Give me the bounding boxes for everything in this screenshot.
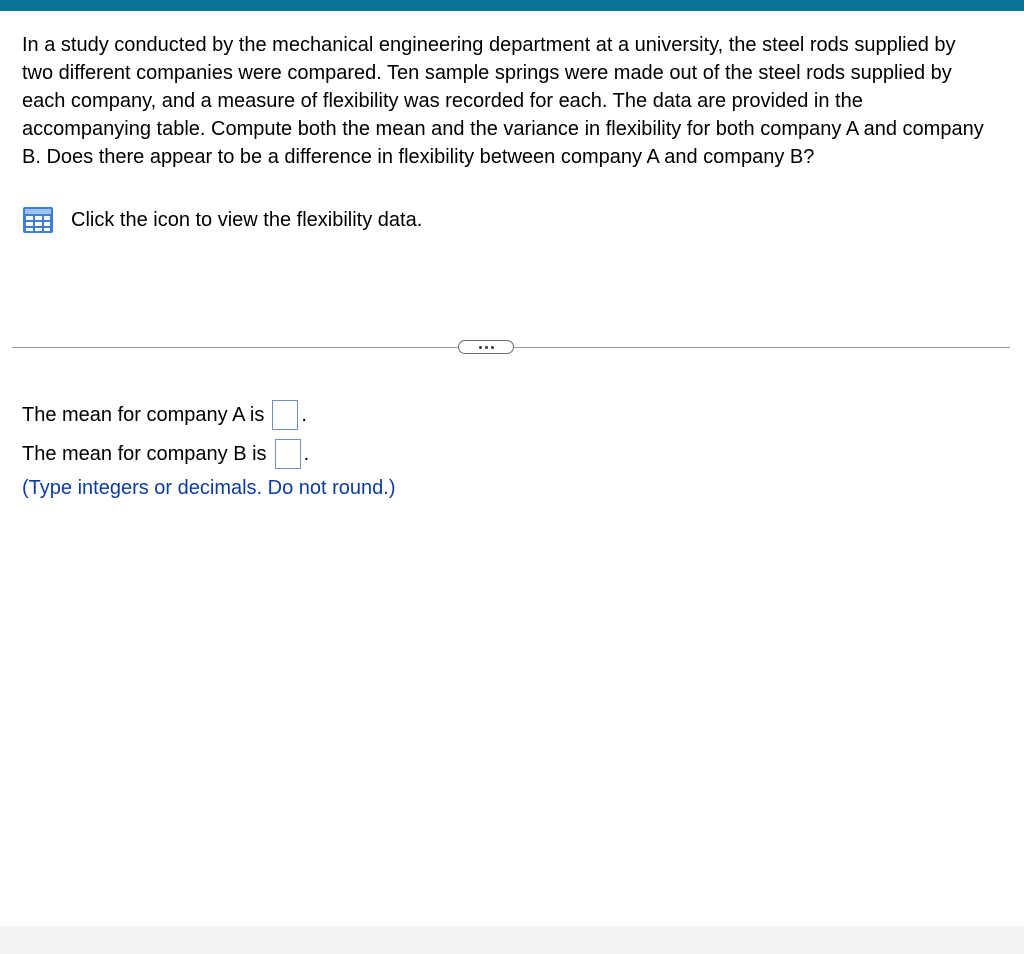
expand-more-button[interactable] — [458, 340, 514, 354]
table-grid-icon[interactable] — [22, 206, 54, 234]
ellipsis-icon — [479, 346, 482, 349]
top-accent-bar — [0, 0, 1024, 11]
answer-instruction: (Type integers or decimals. Do not round.) — [22, 477, 396, 499]
mean-a-row — [22, 398, 307, 432]
footer-strip — [0, 926, 1024, 954]
mean-a-input[interactable] — [272, 400, 298, 430]
view-data-label[interactable]: Click the icon to view the flexibility data. — [71, 208, 423, 231]
mean-b-row — [22, 437, 309, 471]
question-text: In a study conducted by the mechanical engineering department at a university, the steel rods supplied by two different companies were compared. Ten sample springs were made out of the steel rods supplied by each company, and a measure of flexibility was recorded for each. The data are provided in the accompanying table. Compute both the mean and the variance in flexibility for both company A and company B. Does there appear to be a difference in flexibility between company A and company B? — [22, 34, 984, 168]
mean-b-label: The mean for company B is — [22, 442, 267, 465]
view-data-link[interactable] — [22, 205, 422, 235]
mean-b-input[interactable] — [275, 439, 301, 469]
mean-a-label: The mean for company A is — [22, 403, 265, 426]
mean-a-period: . — [301, 403, 307, 426]
mean-b-period: . — [303, 442, 310, 465]
ellipsis-icon — [491, 346, 494, 349]
ellipsis-icon — [485, 346, 488, 349]
